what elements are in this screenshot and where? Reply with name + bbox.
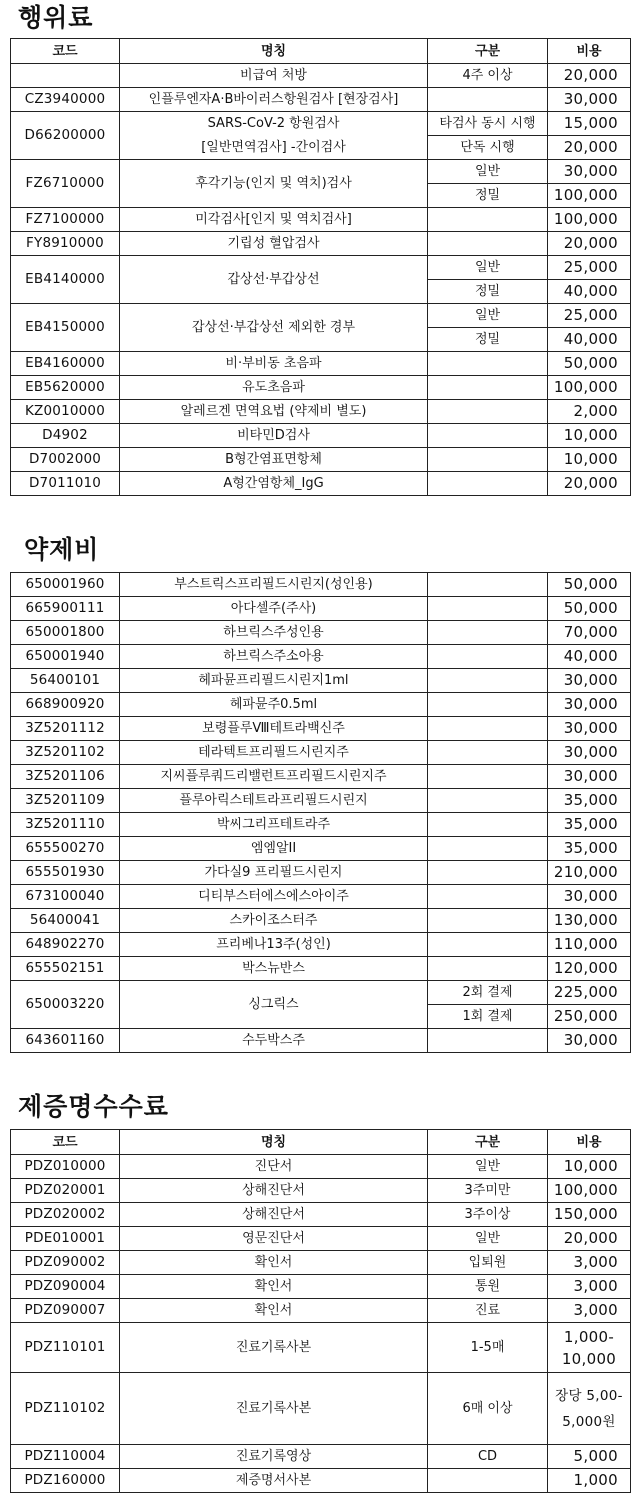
row-type: [428, 957, 548, 981]
row-code: FZ7100000: [11, 208, 120, 232]
row-code: 650001800: [11, 621, 120, 645]
table-row: [11, 597, 631, 621]
row-code: PDZ160000: [11, 1469, 120, 1493]
row-cost: 20,000: [548, 472, 631, 496]
row-code: 3Z5201106: [11, 765, 120, 789]
row-type: [428, 645, 548, 669]
row-cost: 100,000: [548, 184, 631, 208]
header-code: 코드: [11, 39, 120, 64]
row-cost: 3,000: [548, 1299, 631, 1323]
row-name: 상해진단서: [120, 1179, 428, 1203]
row-name: 진료기록사본: [120, 1373, 428, 1445]
table-row: [11, 232, 631, 256]
row-cost: 50,000: [548, 597, 631, 621]
table-row: [11, 208, 631, 232]
row-code: EB4160000: [11, 352, 120, 376]
row-code: CZ3940000: [11, 88, 120, 112]
row-type: 일반: [428, 256, 548, 280]
row-name: 가다실9 프리필드시린지: [120, 861, 428, 885]
row-type: 정밀: [428, 184, 548, 208]
row-name-line-2: [일반면역검사] -간이검사: [120, 136, 428, 160]
row-name: 진료기록영상: [120, 1445, 428, 1469]
table-row: [11, 981, 631, 1005]
table-row: [11, 88, 631, 112]
row-code: 650003220: [11, 981, 120, 1029]
row-cost: 110,000: [548, 933, 631, 957]
row-type: [428, 717, 548, 741]
table-row: [11, 1373, 631, 1445]
row-cost: 20,000: [548, 1227, 631, 1251]
row-type: [428, 741, 548, 765]
row-code: PDZ090004: [11, 1275, 120, 1299]
row-type: [428, 472, 548, 496]
row-name: 영문진단서: [120, 1227, 428, 1251]
row-type: [428, 424, 548, 448]
table-row: [11, 717, 631, 741]
row-cost: 225,000: [548, 981, 631, 1005]
row-name: 헤파뮨프리필드시린지1ml: [120, 669, 428, 693]
row-type: 2회 결제: [428, 981, 548, 1005]
table-row: [11, 1227, 631, 1251]
row-code: 668900920: [11, 693, 120, 717]
procedure-fee-table: [10, 38, 631, 496]
row-code: FZ6710000: [11, 160, 120, 208]
table-row: [11, 1323, 631, 1373]
row-name: 갑상선·부갑상선: [120, 256, 428, 304]
row-code: PDE010001: [11, 1227, 120, 1251]
row-type: 일반: [428, 160, 548, 184]
header-type: 구분: [428, 39, 548, 64]
row-name: 기립성 혈압검사: [120, 232, 428, 256]
section-title-procedure-fees: 행위료: [18, 3, 94, 32]
row-type: [428, 789, 548, 813]
row-name: 미각검사[인지 및 역치검사]: [120, 208, 428, 232]
row-code: D7002000: [11, 448, 120, 472]
table-row: [11, 765, 631, 789]
row-code: 3Z5201112: [11, 717, 120, 741]
table-row: [11, 160, 631, 184]
row-name: 아다셀주(주사): [120, 597, 428, 621]
row-cost: 100,000: [548, 376, 631, 400]
row-name: 후각기능(인지 및 역치)검사: [120, 160, 428, 208]
row-code: PDZ090007: [11, 1299, 120, 1323]
row-name: A형간염항체_IgG: [120, 472, 428, 496]
header-code: 코드: [11, 1130, 120, 1155]
table-row: [11, 1179, 631, 1203]
row-code: KZ0010000: [11, 400, 120, 424]
section-title-drug-fees: 약제비: [24, 535, 100, 564]
row-type: 3주미만: [428, 1179, 548, 1203]
row-name: 갑상선·부갑상선 제외한 경부: [120, 304, 428, 352]
table-header-row: [11, 39, 631, 64]
row-type: 1회 결제: [428, 1005, 548, 1029]
table-row: [11, 669, 631, 693]
table-row: [11, 741, 631, 765]
cost-line-2: 10,000: [561, 1349, 617, 1368]
row-code: 655500270: [11, 837, 120, 861]
row-name: 진단서: [120, 1155, 428, 1179]
row-cost: 40,000: [548, 328, 631, 352]
row-code: 655501930: [11, 861, 120, 885]
row-type: [428, 621, 548, 645]
row-code: PDZ010000: [11, 1155, 120, 1179]
table-row: [11, 112, 631, 136]
row-cost: 40,000: [548, 280, 631, 304]
table-row: [11, 304, 631, 328]
cost-line-1: 장당 5,00-: [555, 1387, 623, 1404]
row-type: 진료: [428, 1299, 548, 1323]
row-name: 플루아릭스테트라프리필드시린지: [120, 789, 428, 813]
row-cost: 5,000: [548, 1445, 631, 1469]
row-name: 박스뉴반스: [120, 957, 428, 981]
row-type: [428, 573, 548, 597]
row-type: [428, 232, 548, 256]
table-row: [11, 621, 631, 645]
table-row: [11, 789, 631, 813]
row-type: 정밀: [428, 328, 548, 352]
row-code: PDZ020001: [11, 1179, 120, 1203]
table-row: [11, 1251, 631, 1275]
table-row: [11, 885, 631, 909]
row-type: 일반: [428, 1155, 548, 1179]
row-cost: 20,000: [548, 136, 631, 160]
row-code: PDZ110102: [11, 1373, 120, 1445]
cost-line-1: 1,000-: [563, 1327, 615, 1346]
row-type: [428, 909, 548, 933]
row-code: EB4150000: [11, 304, 120, 352]
table-row: [11, 1203, 631, 1227]
drug-fee-table: [10, 572, 631, 1053]
row-cost: 130,000: [548, 909, 631, 933]
table-row: [11, 957, 631, 981]
row-code: PDZ020002: [11, 1203, 120, 1227]
row-type: [428, 813, 548, 837]
row-code: PDZ110101: [11, 1323, 120, 1373]
row-code: EB5620000: [11, 376, 120, 400]
row-code: 655502151: [11, 957, 120, 981]
row-name: 보령플루Ⅷ테트라백신주: [120, 717, 428, 741]
table-row: [11, 1469, 631, 1493]
row-code: 650001960: [11, 573, 120, 597]
row-name: 확인서: [120, 1251, 428, 1275]
row-cost: 20,000: [548, 232, 631, 256]
table-row: [11, 256, 631, 280]
table-row: [11, 837, 631, 861]
row-cost: 10,000: [548, 448, 631, 472]
row-type: [428, 933, 548, 957]
table-row: [11, 813, 631, 837]
row-name: 비타민D검사: [120, 424, 428, 448]
row-type: [428, 837, 548, 861]
row-name: 알레르겐 면역요법 (약제비 별도): [120, 400, 428, 424]
row-name: 인플루엔자A·B바이러스항원검사 [현장검사]: [120, 88, 428, 112]
row-type: 타검사 동시 시행: [428, 112, 548, 136]
row-name: 부스트릭스프리필드시린지(성인용): [120, 573, 428, 597]
table-row: [11, 400, 631, 424]
row-name: 진료기록사본: [120, 1323, 428, 1373]
row-type: [428, 88, 548, 112]
row-name: 헤파뮨주0.5ml: [120, 693, 428, 717]
row-cost: 30,000: [548, 669, 631, 693]
table-row: [11, 933, 631, 957]
table-row: [11, 1275, 631, 1299]
row-cost: 20,000: [548, 64, 631, 88]
row-type: 일반: [428, 1227, 548, 1251]
row-name: 비·부비동 초음파: [120, 352, 428, 376]
row-code: 3Z5201102: [11, 741, 120, 765]
row-type: 1-5매: [428, 1323, 548, 1373]
row-type: 단독 시행: [428, 136, 548, 160]
row-cost: 30,000: [548, 765, 631, 789]
row-code: [11, 64, 120, 88]
row-name: 수두박스주: [120, 1029, 428, 1053]
row-type: [428, 693, 548, 717]
row-type: 6매 이상: [428, 1373, 548, 1445]
row-cost: 30,000: [548, 160, 631, 184]
row-type: CD: [428, 1445, 548, 1469]
row-code: 3Z5201109: [11, 789, 120, 813]
row-cost: 70,000: [548, 621, 631, 645]
row-cost: 120,000: [548, 957, 631, 981]
row-code: 3Z5201110: [11, 813, 120, 837]
row-cost: 25,000: [548, 256, 631, 280]
row-cost: 25,000: [548, 304, 631, 328]
table-row: [11, 693, 631, 717]
row-code: 665900111: [11, 597, 120, 621]
row-code: 650001940: [11, 645, 120, 669]
row-cost: 40,000: [548, 645, 631, 669]
table-row: [11, 645, 631, 669]
row-cost: 50,000: [548, 352, 631, 376]
row-type: 4주 이상: [428, 64, 548, 88]
row-cost: 35,000: [548, 813, 631, 837]
row-type: [428, 448, 548, 472]
section-title-certificate-fees: 제증명수수료: [18, 1092, 169, 1121]
row-name: 유도초음파: [120, 376, 428, 400]
row-name: 제증명서사본: [120, 1469, 428, 1493]
row-name: 엠엠알II: [120, 837, 428, 861]
row-cost: 30,000: [548, 693, 631, 717]
row-cost: 35,000: [548, 789, 631, 813]
table-row: [11, 352, 631, 376]
row-name: 확인서: [120, 1275, 428, 1299]
row-cost: 3,000: [548, 1275, 631, 1299]
table-row: [11, 64, 631, 88]
header-cost: 비용: [548, 39, 631, 64]
table-header-row: [11, 1130, 631, 1155]
row-type: [428, 352, 548, 376]
table-row: [11, 424, 631, 448]
row-type: 정밀: [428, 280, 548, 304]
row-cost: 30,000: [548, 741, 631, 765]
certificate-fee-table: [10, 1129, 631, 1493]
row-type: [428, 1469, 548, 1493]
row-name: 비급여 처방: [120, 64, 428, 88]
row-code: PDZ110004: [11, 1445, 120, 1469]
header-name: 명칭: [120, 1130, 428, 1155]
row-cost: 35,000: [548, 837, 631, 861]
table-row: [11, 1299, 631, 1323]
row-name: B형간염표면항체: [120, 448, 428, 472]
table-row: [11, 1445, 631, 1469]
row-cost: 100,000: [548, 1179, 631, 1203]
row-cost: 50,000: [548, 573, 631, 597]
row-type: [428, 765, 548, 789]
row-name: 테라텍트프리필드시린지주: [120, 741, 428, 765]
row-type: 일반: [428, 304, 548, 328]
row-type: [428, 400, 548, 424]
table-row: [11, 448, 631, 472]
row-cost: 100,000: [548, 208, 631, 232]
row-cost: 10,000: [548, 1155, 631, 1179]
row-cost: 150,000: [548, 1203, 631, 1227]
table-row: [11, 909, 631, 933]
row-cost: 30,000: [548, 1029, 631, 1053]
row-type: 3주이상: [428, 1203, 548, 1227]
row-name: 지씨플루쿼드리밸런트프리필드시린지주: [120, 765, 428, 789]
row-code: FY8910000: [11, 232, 120, 256]
row-type: [428, 885, 548, 909]
table-row: [11, 1155, 631, 1179]
row-cost: [548, 1373, 631, 1445]
row-cost: 1,000: [548, 1469, 631, 1493]
row-code: D7011010: [11, 472, 120, 496]
row-code: 56400101: [11, 669, 120, 693]
table-row: [11, 1029, 631, 1053]
row-type: [428, 597, 548, 621]
row-type: 입퇴원: [428, 1251, 548, 1275]
row-name: 프리베나13주(성인): [120, 933, 428, 957]
row-type: [428, 669, 548, 693]
row-cost: 15,000: [548, 112, 631, 136]
row-cost: 3,000: [548, 1251, 631, 1275]
row-cost: 2,000: [548, 400, 631, 424]
table-row: [11, 376, 631, 400]
row-name: 박씨그리프테트라주: [120, 813, 428, 837]
row-name-line-1: SARS-CoV-2 항원검사: [120, 112, 428, 136]
row-name: 확인서: [120, 1299, 428, 1323]
row-name: 상해진단서: [120, 1203, 428, 1227]
row-cost: 250,000: [548, 1005, 631, 1029]
row-type: [428, 208, 548, 232]
row-code: 673100040: [11, 885, 120, 909]
row-code: 56400041: [11, 909, 120, 933]
header-cost: 비용: [548, 1130, 631, 1155]
row-code: PDZ090002: [11, 1251, 120, 1275]
row-name: 스카이조스터주: [120, 909, 428, 933]
row-type: [428, 861, 548, 885]
row-type: [428, 376, 548, 400]
row-code: 643601160: [11, 1029, 120, 1053]
row-cost: 210,000: [548, 861, 631, 885]
row-name: 하브릭스주소아용: [120, 645, 428, 669]
row-cost: 30,000: [548, 88, 631, 112]
header-type: 구분: [428, 1130, 548, 1155]
row-cost: 30,000: [548, 885, 631, 909]
row-name: 디티부스터에스에스아이주: [120, 885, 428, 909]
row-code: 648902270: [11, 933, 120, 957]
table-row: [11, 861, 631, 885]
row-name: 하브릭스주성인용: [120, 621, 428, 645]
row-type: [428, 1029, 548, 1053]
row-name: 싱그릭스: [120, 981, 428, 1029]
table-row: [11, 472, 631, 496]
row-cost: 10,000: [548, 424, 631, 448]
row-code: D4902: [11, 424, 120, 448]
row-cost: 30,000: [548, 717, 631, 741]
row-code: EB4140000: [11, 256, 120, 304]
header-name: 명칭: [120, 39, 428, 64]
row-code: D66200000: [11, 112, 120, 160]
cost-line-2: 5,000원: [562, 1413, 616, 1430]
row-cost: [548, 1323, 631, 1373]
row-type: 통원: [428, 1275, 548, 1299]
table-row: [11, 573, 631, 597]
